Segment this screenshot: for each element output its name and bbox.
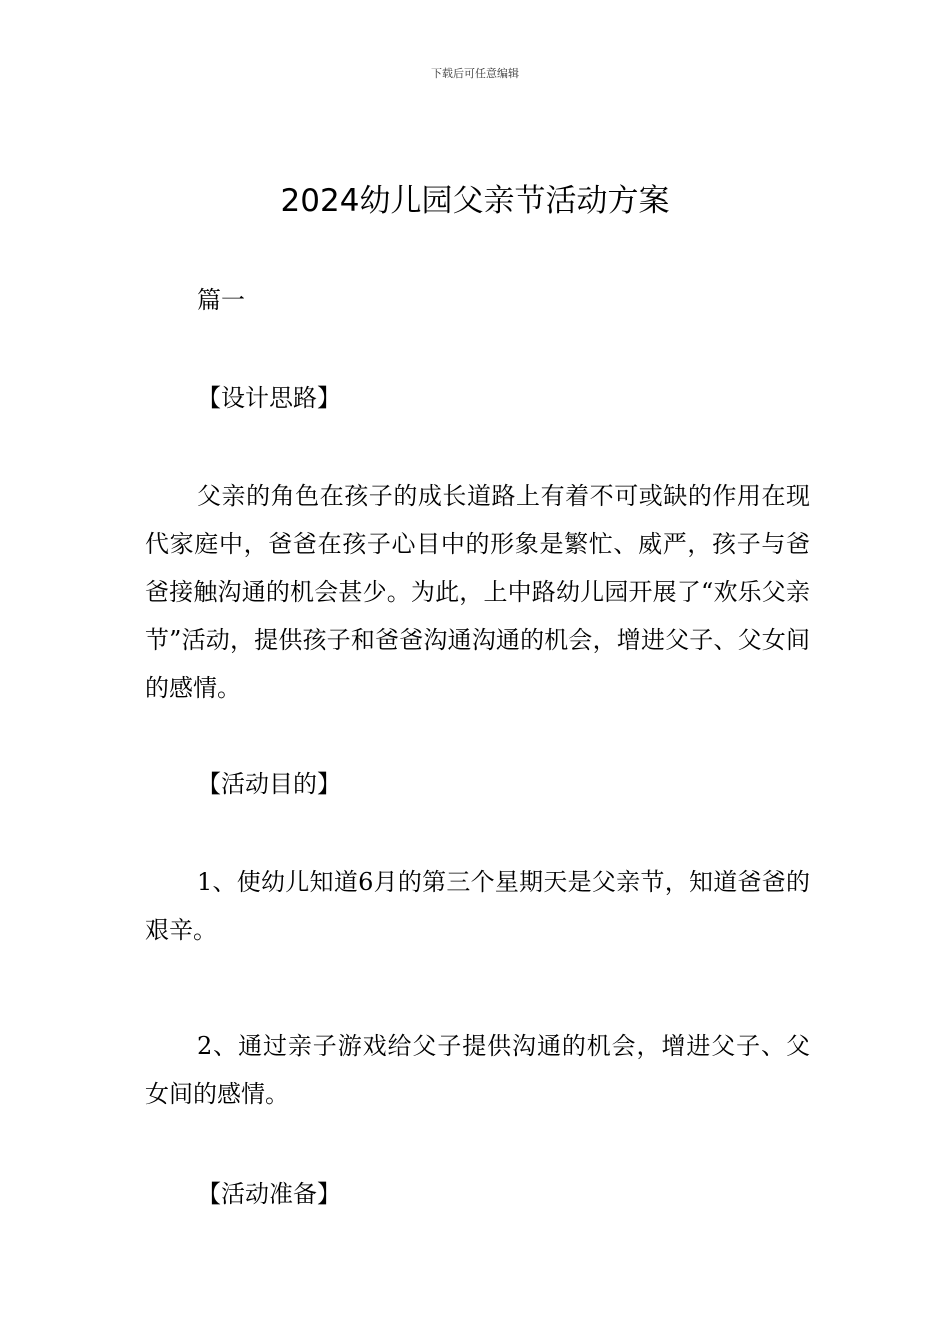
heading-activity-goals: 【活动目的】 <box>197 770 341 798</box>
heading-design-idea: 【设计思路】 <box>197 384 341 412</box>
heading-activity-preparation: 【活动准备】 <box>197 1180 341 1208</box>
design-idea-paragraph: 父亲的角色在孩子的成长道路上有着不可或缺的作用在现代家庭中，爸爸在孩子心目中的形象是繁忙、威严，孩子与爸爸接触沟通的机会甚少。为此，上中路幼儿园开展了“欢乐父亲节”活动，提供孩子和爸爸沟通沟通的机会，增进父子、父女间的感情。 <box>145 482 810 702</box>
goal-item-1: 1、使幼儿知道6月的第三个星期天是父亲节，知道爸爸的艰辛。 <box>145 868 810 944</box>
document-title: 2024幼儿园父亲节活动方案 <box>280 183 670 219</box>
goal-item-2: 2、通过亲子游戏给父子提供沟通的机会，增进父子、父女间的感情。 <box>145 1032 810 1108</box>
header-note: 下载后可任意编辑 <box>431 67 519 80</box>
section-label: 篇一 <box>197 286 245 314</box>
